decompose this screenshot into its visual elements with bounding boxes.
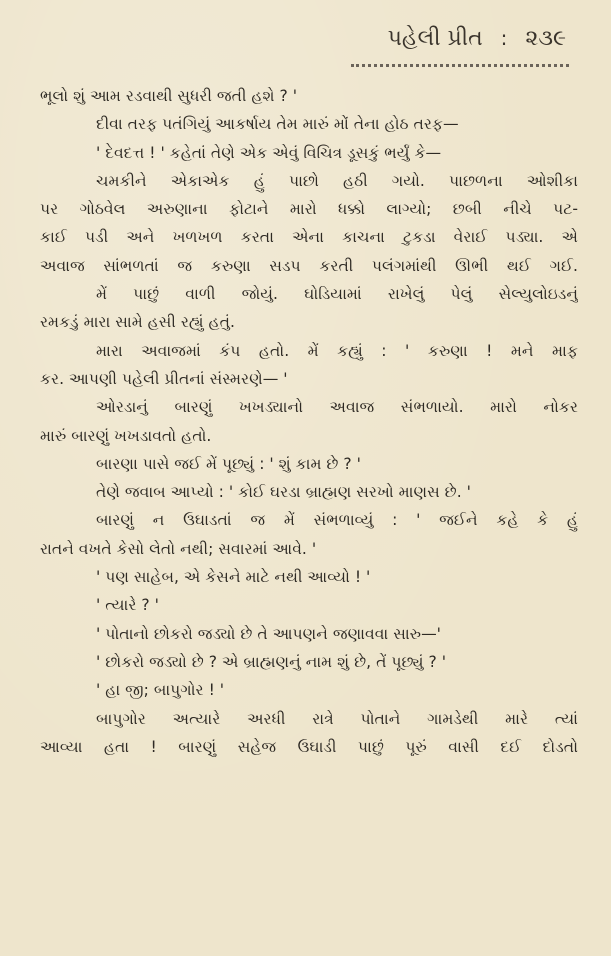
text-line: મેં પાછું વાળી જોયું. ઘોડિયામાં રાખેલું પેલું સેલ્યુલોઇડનું <box>96 285 578 304</box>
text-line: રમકડું મારા સામે હસી રહ્યું હતું. <box>40 313 235 332</box>
text-line: કર. આપણી પહેલી પ્રીતનાં સંસ્મરણે— ' <box>40 369 288 388</box>
page-body-text <box>40 82 578 761</box>
text-line: તેણે જવાબ આપ્યો : ' કોઈ ઘરડા બ્રાહ્મણ સરખો માણસ છે. ' <box>96 483 471 502</box>
text-line: ' પણ સાહેબ, એ કેસને માટે નથી આવ્યો ! ' <box>96 568 371 587</box>
text-line: બારણું ન ઉઘાડતાં જ મેં સંભળાવ્યું : ' જઈને કહે કે હું <box>96 511 578 530</box>
text-line: ઓરડાનું બારણું ખખડ્યાનો અવાજ સંભળાયો. મારો નોકર <box>96 398 578 417</box>
header-rule <box>351 64 569 67</box>
text-line: મારા અવાજમાં કંપ હતો. મેં કહ્યું : ' કરુણા ! મને માફ <box>96 341 578 360</box>
running-header <box>388 26 566 51</box>
header-separator: : <box>500 26 508 50</box>
chapter-title: પહેલી પ્રીત <box>387 26 483 51</box>
text-line: બારણા પાસે જઈ મેં પૂછ્યું : ' શું કામ છે ? ' <box>96 454 361 473</box>
text-line: ' દેવદત્ત ! ' કહેતાં તેણે એક એવું વિચિત્ર ડૂસકું ભર્યું કે— <box>96 143 442 162</box>
text-line: ભૂલો શું આમ રડવાથી સુધરી જતી હશે ? ' <box>40 87 297 105</box>
text-line: ચમકીને એકાએક હું પાછો હઠી ગયો. પાછળના ઓશીકા <box>96 171 578 190</box>
page-number: ૨૩૯ <box>525 26 566 51</box>
text-line: અવાજ સાંભળતાં જ કરુણા સડપ કરતી પલંગમાંથી ઊભી થઈ ગઈ. <box>40 256 578 275</box>
text-line: રાતને વખતે કેસો લેતો નથી; સવારમાં આવે. ' <box>40 539 317 558</box>
text-line: આવ્યા હતા ! બારણું સહેજ ઉઘાડી પાછું પૂરું વાસી દઈ દોડતો <box>40 737 578 756</box>
text-line: ' ત્યારે ? ' <box>96 596 159 615</box>
text-line: કાઈ પડી અને ખળખળ કરતા એના કાચના ટુકડા વેરાઈ પડ્યા. એ <box>40 228 578 247</box>
text-line: ' હા જી; બાપુગોર ! ' <box>96 681 225 700</box>
text-line: ' છોકરો જડ્યો છે ? એ બ્રાહ્મણનું નામ શું છે, તેં પૂછ્યું ? ' <box>96 652 447 671</box>
text-line: પર ગોઠવેલ અરુણાના ફોટાને મારો ધક્કો લાગ્યો; છબી નીચે પટ- <box>40 200 578 219</box>
text-line: મારું બારણું ખખડાવતો હતો. <box>40 426 212 445</box>
text-line: બાપુગોર અત્યારે અરધી રાત્રે પોતાને ગામડેથી મારે ત્યાં <box>96 709 578 728</box>
text-line: ' પોતાનો છોકરો જડ્યો છે તે આપણને જણાવવા સારુ—' <box>96 624 441 643</box>
text-line: દીવા તરફ પતંગિયું આકર્ષાય તેમ મારું મોં તેના હોઠ તરફ— <box>96 115 459 134</box>
